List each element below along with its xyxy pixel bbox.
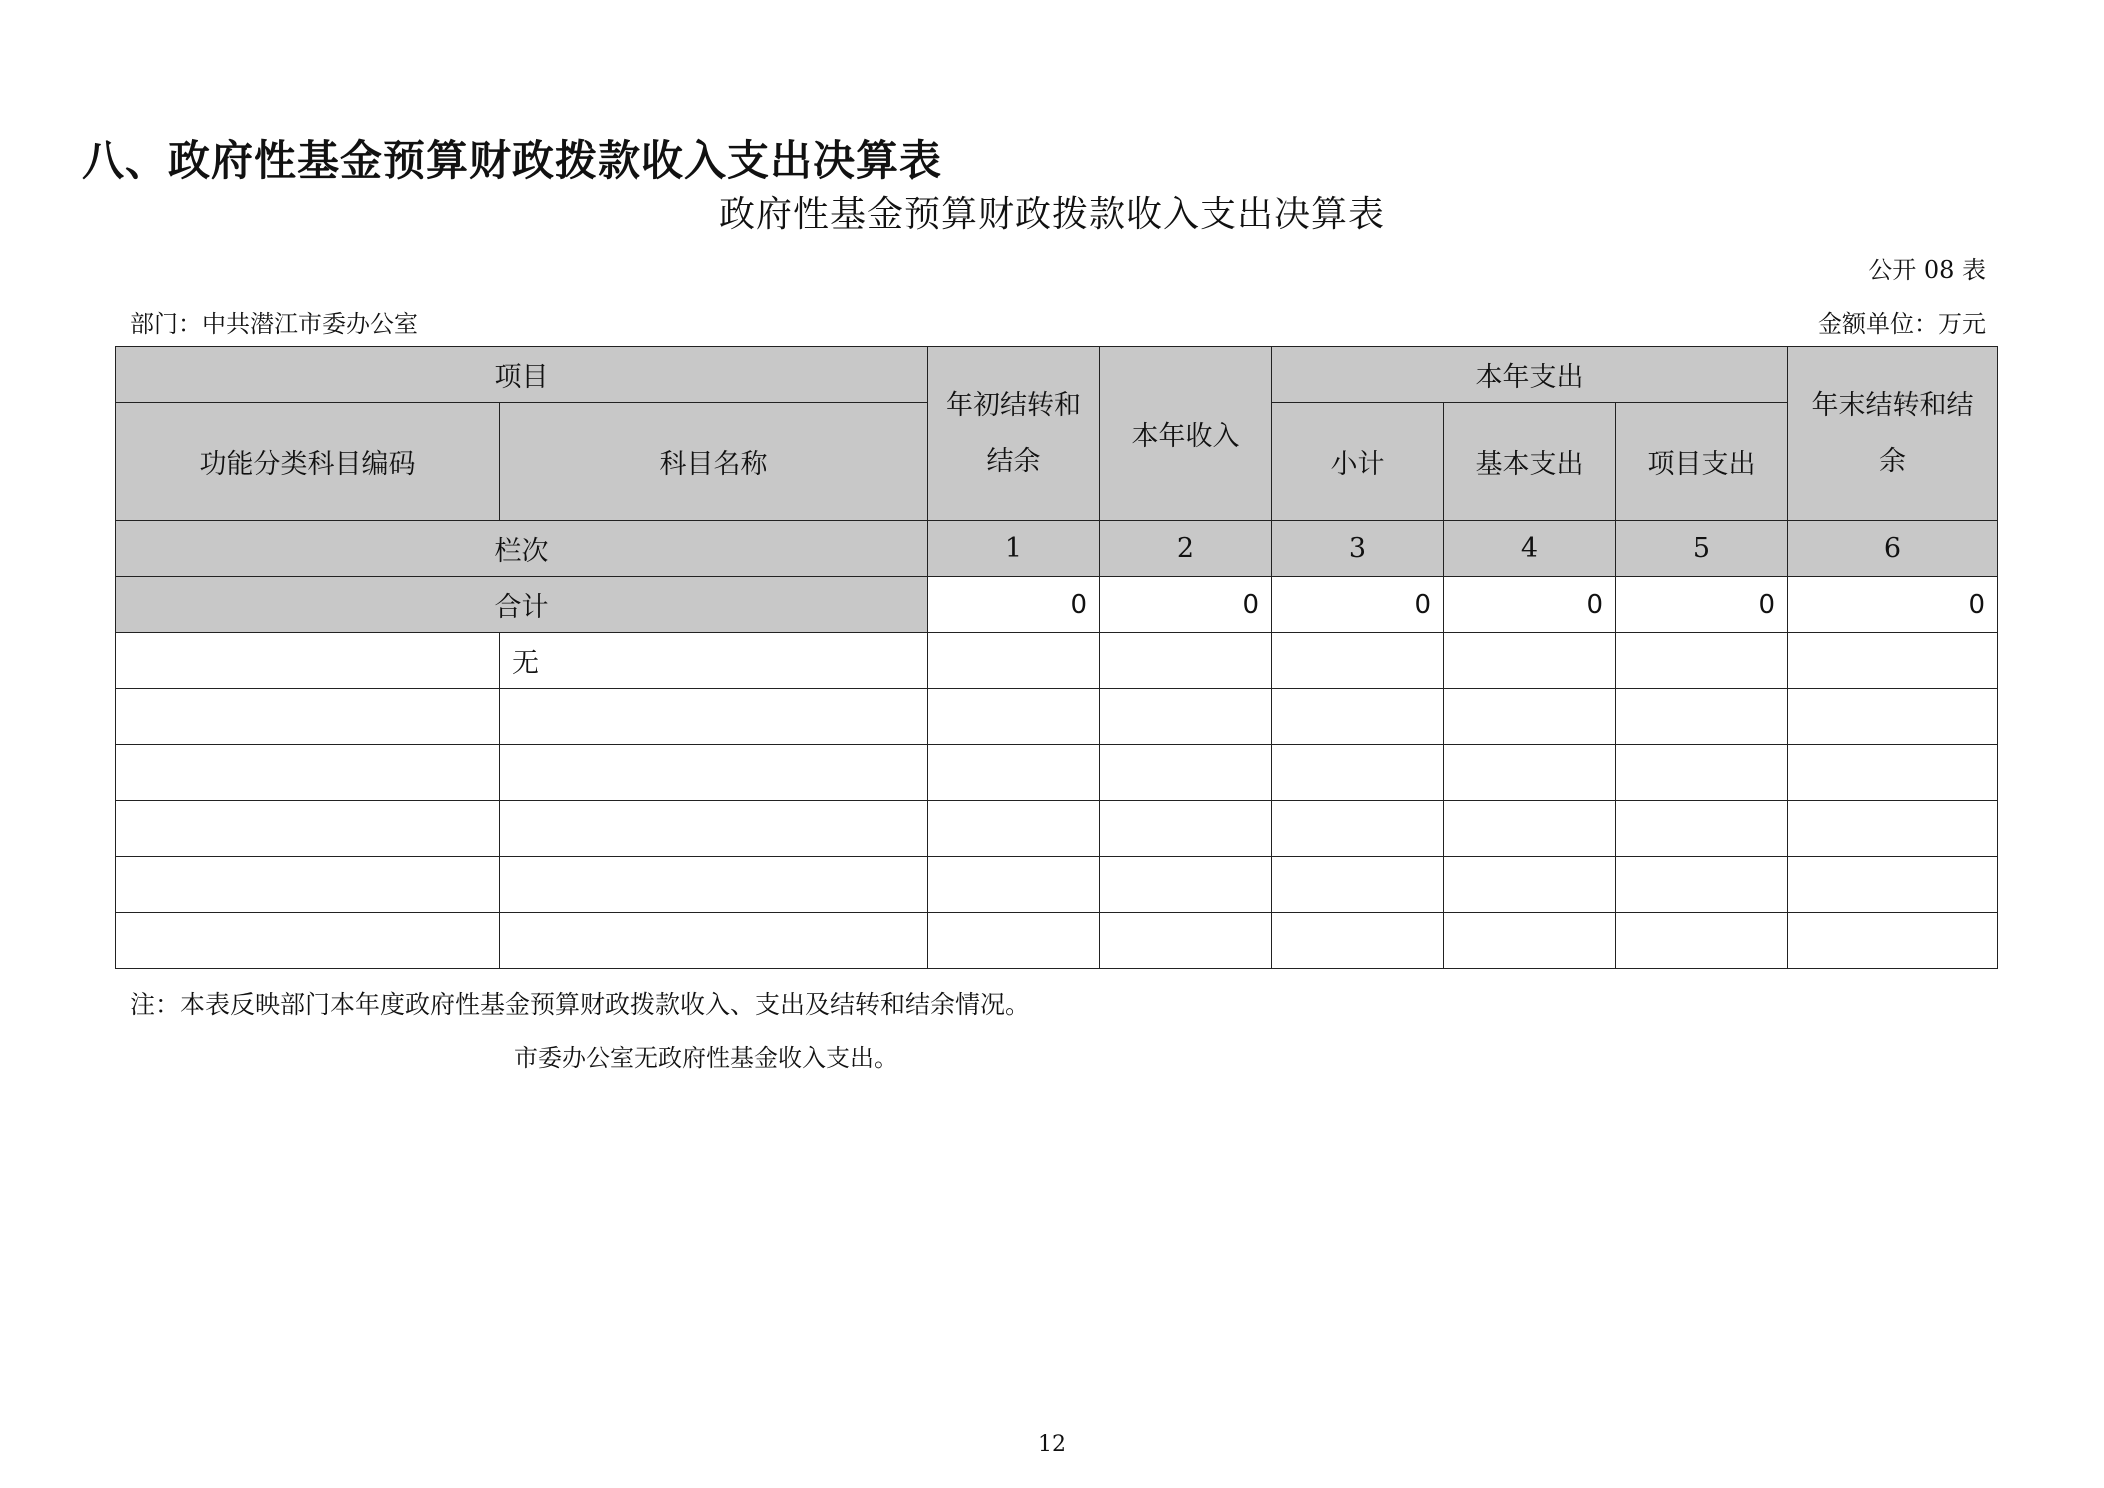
header-expenditure: 本年支出 (1272, 347, 1788, 403)
value-cell (1444, 745, 1616, 801)
total-value: 0 (1100, 577, 1272, 633)
table-note: 注：本表反映部门本年度政府性基金预算财政拨款收入、支出及结转和结余情况。 (130, 990, 1031, 1019)
value-cell (1616, 913, 1788, 969)
total-value: 0 (928, 577, 1100, 633)
value-cell (1100, 633, 1272, 689)
header-func-code: 功能分类科目编码 (116, 403, 500, 521)
value-cell (1444, 857, 1616, 913)
value-cell (1788, 633, 1998, 689)
value-cell (1616, 633, 1788, 689)
header-item: 项目 (116, 347, 928, 403)
header-income: 本年收入 (1100, 347, 1272, 521)
header-basic: 基本支出 (1444, 403, 1616, 521)
table-row (116, 633, 1998, 689)
value-cell (1444, 689, 1616, 745)
column-index: 2 (1100, 521, 1272, 577)
value-cell (1272, 801, 1444, 857)
table-code: 公开 08 表 (1868, 256, 1986, 284)
value-cell (1788, 801, 1998, 857)
header-closing-balance-text: 年末结转和结余 (1811, 389, 1974, 477)
page-number: 12 (1038, 1432, 1066, 1457)
func-code-cell (116, 689, 500, 745)
column-index: 1 (928, 521, 1100, 577)
subject-name-cell (500, 801, 928, 857)
value-cell (1788, 857, 1998, 913)
value-cell (928, 913, 1100, 969)
value-cell (1444, 913, 1616, 969)
value-cell (1272, 913, 1444, 969)
table-row (116, 913, 1998, 969)
column-index: 4 (1444, 521, 1616, 577)
column-index-row (116, 521, 1998, 577)
header-subtotal: 小计 (1272, 403, 1444, 521)
total-label: 合计 (116, 577, 928, 633)
total-value: 0 (1272, 577, 1444, 633)
table-note-detail: 市委办公室无政府性基金收入支出。 (514, 1044, 898, 1072)
subject-name-cell (500, 857, 928, 913)
total-value: 0 (1444, 577, 1616, 633)
value-cell (1272, 689, 1444, 745)
subject-name-cell (500, 689, 928, 745)
header-project: 项目支出 (1616, 403, 1788, 521)
column-index: 5 (1616, 521, 1788, 577)
subject-name-cell (500, 745, 928, 801)
header-subject-name: 科目名称 (500, 403, 928, 521)
column-index: 6 (1788, 521, 1998, 577)
value-cell (1788, 913, 1998, 969)
value-cell (1788, 745, 1998, 801)
value-cell (1100, 801, 1272, 857)
unit-label: 金额单位：万元 (1818, 310, 1986, 338)
value-cell (1616, 857, 1788, 913)
value-cell (928, 689, 1100, 745)
value-cell (1272, 745, 1444, 801)
value-cell (1616, 689, 1788, 745)
department-label: 部门：中共潜江市委办公室 (130, 310, 418, 338)
table-title: 政府性基金预算财政拨款收入支出决算表 (718, 194, 1385, 235)
value-cell (1272, 857, 1444, 913)
value-cell (928, 745, 1100, 801)
func-code-cell (116, 745, 500, 801)
header-opening-balance (928, 347, 1100, 521)
total-row (116, 577, 1998, 633)
budget-table (115, 346, 1998, 969)
total-value: 0 (1788, 577, 1998, 633)
column-index: 3 (1272, 521, 1444, 577)
total-value: 0 (1616, 577, 1788, 633)
table-row (116, 745, 1998, 801)
func-code-cell (116, 633, 500, 689)
value-cell (1616, 801, 1788, 857)
header-row-1 (116, 347, 1998, 403)
value-cell (928, 801, 1100, 857)
value-cell (1272, 633, 1444, 689)
subject-name-cell (500, 913, 928, 969)
value-cell (1100, 689, 1272, 745)
func-code-cell (116, 801, 500, 857)
func-code-cell (116, 913, 500, 969)
value-cell (1788, 689, 1998, 745)
header-opening-balance-text: 年初结转和结余 (946, 389, 1081, 477)
subject-name-cell: 无 (500, 633, 928, 689)
value-cell (1444, 633, 1616, 689)
value-cell (928, 633, 1100, 689)
value-cell (1100, 857, 1272, 913)
value-cell (1100, 913, 1272, 969)
table-row (116, 689, 1998, 745)
value-cell (928, 857, 1100, 913)
value-cell (1616, 745, 1788, 801)
func-code-cell (116, 857, 500, 913)
table-row (116, 801, 1998, 857)
header-closing-balance (1788, 347, 1998, 521)
value-cell (1444, 801, 1616, 857)
table-row (116, 857, 1998, 913)
section-heading: 八、政府性基金预算财政拨款收入支出决算表 (82, 136, 943, 185)
column-index-label: 栏次 (116, 521, 928, 577)
value-cell (1100, 745, 1272, 801)
